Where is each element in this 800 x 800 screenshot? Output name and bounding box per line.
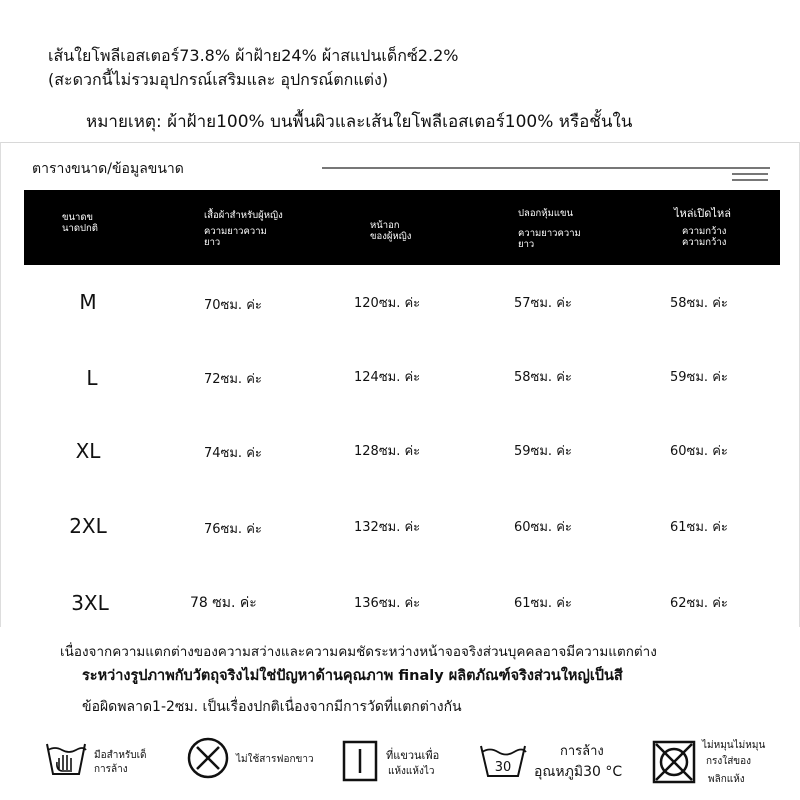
header-size: ขนาดข นาดปกติ: [62, 212, 98, 234]
bust-cell: 124ซม. ค่ะ: [354, 370, 421, 385]
sleeve-cell: 59ซม. ค่ะ: [514, 444, 572, 459]
length-cell: 76ซม. ค่ะ: [204, 522, 262, 537]
header-length-b: ความยาวความยาว: [204, 226, 267, 248]
disclaimer-line-2: ระหว่างรูปภาพกับวัตถุจริงไม่ใช่ปัญหาด้านคุณภาพ finaly ผลิตภัณฑ์จริงส่วนใหญ่เป็นสี: [82, 668, 623, 684]
no-bleach-label: ไม่ใช้สารฟอกขาว: [236, 754, 314, 765]
bust-cell: 136ซม. ค่ะ: [354, 596, 421, 611]
material-line-1: เส้นใยโพลีเอสเตอร์73.8% ผ้าฝ้าย24% ผ้าสแปนเด็กซ์2.2%: [48, 46, 459, 65]
shoulder-cell: 58ซม. ค่ะ: [670, 296, 728, 311]
sleeve-cell: 60ซม. ค่ะ: [514, 520, 572, 535]
size-cell: 2XL: [69, 514, 107, 538]
sleeve-cell: 57ซม. ค่ะ: [514, 296, 572, 311]
disclaimer-line-3: ข้อผิดพลาด1-2ซม. เป็นเรื่องปกติเนื่องจากมีการวัดที่แตกต่างกัน: [82, 699, 462, 715]
no-bleach-icon: [186, 736, 230, 780]
header-bust: หน้าอกของผู้หญิง: [370, 220, 412, 242]
material-line-2: (สะดวกนี้ไม่รวมอุปกรณ์เสริมและ อุปกรณ์ตกแต่ง): [48, 70, 389, 89]
table-header: [24, 190, 780, 265]
hang-dry-icon: [342, 740, 378, 782]
sleeve-cell: 61ซม. ค่ะ: [514, 596, 572, 611]
no-tumble-dry-icon: [652, 740, 696, 784]
no-tumble-label-c: พลิกแห้ง: [708, 774, 745, 785]
wash-label-b: อุณหภูมิ30 °C: [534, 764, 623, 780]
length-cell: 74ซม. ค่ะ: [204, 446, 262, 461]
wash-label-a: การล้าง: [560, 744, 604, 759]
title-divider: [322, 167, 770, 169]
material-note: หมายเหตุ: ผ้าฝ้าย100% บนพื้นผิวและเส้นใยโพลีเอสเตอร์100% หรือชั้นใน: [86, 112, 633, 132]
length-cell: 78 ซม. ค่ะ: [190, 595, 257, 611]
no-tumble-label-a: ไม่หมุนไม่หมุน: [702, 740, 766, 751]
size-cell: 3XL: [71, 591, 109, 615]
header-shoulder-b: ความกว้างความกว้าง: [682, 226, 727, 248]
length-cell: 70ซม. ค่ะ: [204, 298, 262, 313]
bust-cell: 128ซม. ค่ะ: [354, 444, 421, 459]
size-chart-title: ตารางขนาด/ข้อมูลขนาด: [32, 161, 184, 177]
size-cell: XL: [75, 439, 101, 463]
shoulder-cell: 59ซม. ค่ะ: [670, 370, 728, 385]
disclaimer-line-1: เนื่องจากความแตกต่างของความสว่างและความคมชัดระหว่างหน้าจอจริงส่วนบุคคลอาจมีความแตกต่าง: [60, 644, 657, 660]
hand-wash-label-a: มือสำหรับเด็: [94, 750, 147, 761]
hand-wash-icon: [44, 740, 88, 780]
shoulder-cell: 62ซม. ค่ะ: [670, 596, 728, 611]
shoulder-cell: 61ซม. ค่ะ: [670, 520, 728, 535]
header-shoulder-a: ไหล่เปิดไหล่: [674, 207, 731, 220]
wash-temperature-number: 30: [494, 760, 512, 775]
menu-stripe-icon: [732, 179, 768, 181]
header-sleeve-a: ปลอกหุ้มแขน: [518, 208, 573, 219]
hand-wash-label-b: การล้าง: [94, 764, 128, 775]
header-length-a: เสื้อผ้าสำหรับผู้หญิง: [204, 210, 283, 221]
size-cell: L: [86, 366, 98, 390]
bust-cell: 120ซม. ค่ะ: [354, 296, 421, 311]
menu-stripe-icon: [732, 173, 768, 175]
header-sleeve-b: ความยาวความยาว: [518, 228, 581, 250]
no-tumble-label-b: กรงใส่ของ: [706, 756, 752, 767]
hang-dry-label-b: แห้งแห้งไว: [388, 766, 435, 777]
size-cell: M: [79, 290, 97, 314]
machine-wash-icon: [478, 740, 528, 780]
bust-cell: 132ซม. ค่ะ: [354, 520, 421, 535]
hang-dry-label-a: ที่แขวนเพื่อ: [386, 749, 440, 762]
sleeve-cell: 58ซม. ค่ะ: [514, 370, 572, 385]
shoulder-cell: 60ซม. ค่ะ: [670, 444, 728, 459]
length-cell: 72ซม. ค่ะ: [204, 372, 262, 387]
